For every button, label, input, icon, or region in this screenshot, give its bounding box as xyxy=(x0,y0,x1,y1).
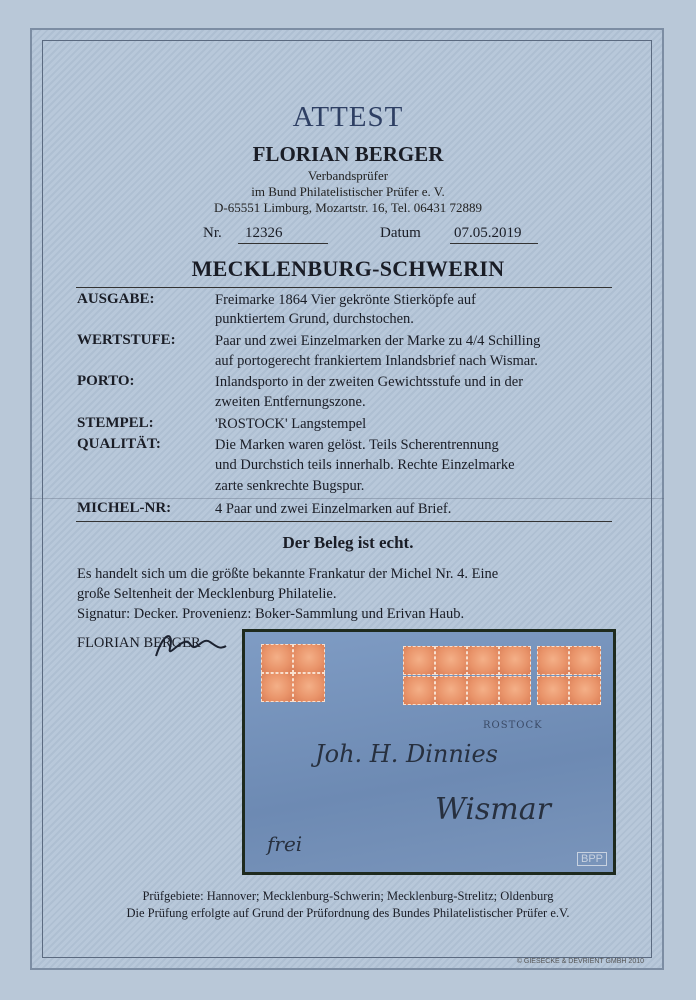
stamp xyxy=(435,676,467,705)
field-label-wertstufe: WERTSTUFE: xyxy=(77,332,176,348)
examiner-role: Verbandsprüfer xyxy=(307,168,389,183)
country-rule xyxy=(76,287,612,288)
certificate-title: ATTEST xyxy=(292,101,404,133)
remark-line: Signatur: Decker. Provenienz: Boker-Sammlung und Erivan Haub. xyxy=(77,606,465,622)
field-label-michel-nr: MICHEL-NR: xyxy=(77,500,172,516)
field-value-line: Freimarke 1864 Vier gekrönte Stierköpfe auf xyxy=(215,292,476,308)
nr-value: 12326 xyxy=(245,225,283,241)
examiner-name: FLORIAN BERGER xyxy=(252,142,444,166)
footer-line: Die Prüfung erfolgte auf Grund der Prüfordnung des Bundes Philatelistischer Prüfer e.V. xyxy=(126,906,570,920)
field-value-line: 'ROSTOCK' Langstempel xyxy=(215,416,367,432)
remark-line: Es handelt sich um die größte bekannte Frankatur der Michel Nr. 4. Eine xyxy=(77,566,499,582)
date-label: Datum xyxy=(380,225,421,241)
stamp xyxy=(261,673,293,702)
verdict: Der Beleg ist echt. xyxy=(282,533,414,552)
letter-address-line: frei xyxy=(267,832,303,856)
nr-underline xyxy=(238,243,328,244)
field-value-line: auf portogerecht frankiertem Inlandsbrief nach Wismar. xyxy=(215,353,538,369)
date-underline xyxy=(450,243,538,244)
postmark: ROSTOCK xyxy=(483,720,543,731)
field-value-line: Paar und zwei Einzelmarken der Marke zu 4/4 Schilling xyxy=(215,333,541,349)
field-value-line: zweiten Entfernungszone. xyxy=(215,394,366,410)
stamp xyxy=(569,646,601,675)
stamp xyxy=(537,646,569,675)
nr-label: Nr. xyxy=(203,225,222,241)
stamp xyxy=(293,644,325,673)
remark-line: große Seltenheit der Mecklenburg Philatelie. xyxy=(77,586,337,602)
field-value-line: und Durchstich teils innerhalb. Rechte Einzelmarke xyxy=(215,457,515,473)
handwritten-signature xyxy=(150,626,230,666)
letter-address-line: Wismar xyxy=(435,792,551,827)
stamp xyxy=(499,646,531,675)
stamp xyxy=(499,676,531,705)
field-value-line: zarte senkrechte Bugspur. xyxy=(215,478,365,494)
field-label-stempel: STEMPEL: xyxy=(77,415,154,431)
field-value-line: punktiertem Grund, durchstochen. xyxy=(215,311,414,327)
footer-line: Prüfgebiete: Hannover; Mecklenburg-Schwerin; Mecklenburg-Strelitz; Oldenburg xyxy=(142,889,554,903)
stamp xyxy=(435,646,467,675)
printer-mark: © GIESECKE & DEVRIENT GMBH 2010 xyxy=(516,958,644,965)
country-heading: MECKLENBURG-SCHWERIN xyxy=(191,256,505,281)
field-value-line: Inlandsporto in der zweiten Gewichtsstufe und in der xyxy=(215,374,524,390)
stamp xyxy=(569,676,601,705)
stamp xyxy=(403,676,435,705)
stamp xyxy=(403,646,435,675)
field-label-ausgabe: AUSGABE: xyxy=(77,291,155,307)
fold-line xyxy=(30,498,664,499)
stamp xyxy=(467,646,499,675)
stamp xyxy=(293,673,325,702)
bpp-mark: BPP xyxy=(577,852,607,866)
field-value-line: 4 Paar und zwei Einzelmarken auf Brief. xyxy=(215,501,452,517)
field-label-qualitaet: QUALITÄT: xyxy=(77,436,161,452)
examiner-association: im Bund Philatelistischer Prüfer e. V. xyxy=(251,184,445,199)
date-value: 07.05.2019 xyxy=(454,225,522,241)
examiner-address: D-65551 Limburg, Mozartstr. 16, Tel. 06431 72889 xyxy=(214,200,482,215)
stamp xyxy=(467,676,499,705)
field-value-line: Die Marken waren gelöst. Teils Scherentrennung xyxy=(215,437,499,453)
fields-bottom-rule xyxy=(76,521,612,522)
signature-name: FLORIAN BERGER xyxy=(77,635,201,651)
letter-address-line: Joh. H. Dinnies xyxy=(315,740,498,768)
stamp xyxy=(261,644,293,673)
field-label-porto: PORTO: xyxy=(77,373,135,389)
stamp xyxy=(537,676,569,705)
letter-photo xyxy=(245,632,613,872)
